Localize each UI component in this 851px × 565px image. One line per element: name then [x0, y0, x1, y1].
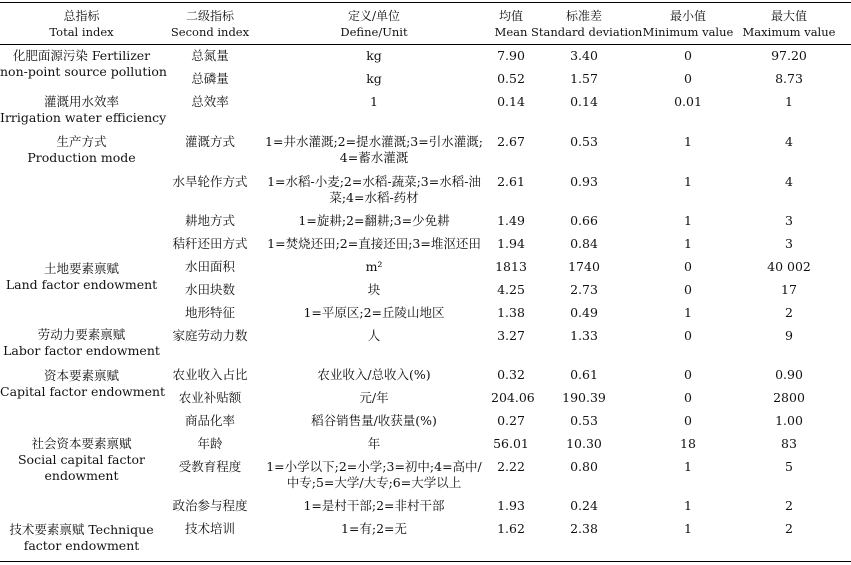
table-cell-text: 56.01 — [493, 436, 529, 451]
row-0-sd-cell — [531, 48, 637, 64]
row-13-max-cell — [739, 413, 839, 429]
row-2-max-cell — [739, 94, 839, 110]
table-cell-text: m² — [365, 259, 383, 274]
table-cell-text: 受教育程度 — [178, 459, 242, 474]
row-17-define-cell — [257, 521, 491, 537]
table-cell-text: 1 — [370, 94, 378, 109]
table-cell-text: 1=焚烧还田;2=直接还田;3=堆沤还田 — [267, 236, 481, 251]
row-9-sd-cell — [531, 305, 637, 321]
row-6-define-cell — [257, 236, 491, 252]
table-cell-text: 0 — [684, 71, 692, 86]
table-cell-text: 4 — [785, 174, 793, 189]
table-cell-text: 40 002 — [767, 259, 811, 274]
row-0-max-cell — [739, 48, 839, 64]
table-cell-text: 0 — [684, 390, 692, 405]
table-cell-text: 2 — [785, 498, 793, 513]
table-bottom-rule — [0, 561, 851, 562]
header-total-index — [0, 8, 163, 40]
header-min-zh: 最小值 — [669, 9, 706, 23]
table-cell-text: 1.57 — [570, 71, 598, 86]
table-cell-text: 3 — [785, 213, 793, 228]
row-3-second-cell — [163, 134, 257, 150]
group-irrigation-efficiency — [0, 94, 167, 126]
table-cell-text: 1 — [684, 134, 692, 149]
row-5-sd-cell — [531, 213, 637, 229]
row-14-min-cell — [637, 436, 739, 452]
row-8-max-cell — [739, 282, 839, 298]
header-define-zh: 定义/单位 — [347, 9, 401, 23]
table-cell-text: 0.49 — [570, 305, 598, 320]
table-cell-text: 0 — [684, 328, 692, 343]
group-land-endowment — [0, 261, 163, 293]
table-cell-text: 0.01 — [674, 94, 702, 109]
row-0-mean-cell — [491, 48, 531, 64]
table-cell-text: 块 — [367, 282, 381, 297]
header-define-unit — [257, 8, 491, 40]
row-1-sd-cell — [531, 71, 637, 87]
row-8-mean-cell — [491, 282, 531, 298]
row-5-define-cell — [257, 213, 491, 229]
header-sd-en: Standard deviation — [531, 25, 643, 39]
table-cell-text-line2: 4=蓄水灌溉 — [339, 150, 409, 165]
row-13-define-cell — [257, 413, 491, 429]
table-cell-text: 灌溉方式 — [184, 134, 235, 149]
table-cell-text: 政治参与程度 — [172, 498, 248, 513]
group-label-line: 土地要素禀赋 — [43, 261, 119, 276]
row-2-second-cell — [163, 94, 257, 110]
group-label-line: 生产方式 — [56, 134, 107, 149]
table-cell-text: 1=是村干部;2=非村干部 — [303, 498, 445, 513]
row-4-second-cell — [163, 174, 257, 190]
row-8-second-cell — [163, 282, 257, 298]
table-cell-text: 9 — [785, 328, 793, 343]
table-cell-text: 0.66 — [570, 213, 598, 228]
table-cell-text: 0 — [684, 48, 692, 63]
table-cell-text: 1.93 — [497, 498, 525, 513]
table-cell-text: 地形特征 — [184, 305, 235, 320]
row-17-min-cell — [637, 521, 739, 537]
table-cell-text: 2800 — [773, 390, 805, 405]
row-10-min-cell — [637, 328, 739, 344]
header-min-en: Minimum value — [642, 25, 734, 39]
table-cell-text: 元/年 — [359, 390, 389, 405]
table-cell-text: 稻谷销售量/收获量(%) — [311, 413, 437, 428]
row-14-max-cell — [739, 436, 839, 452]
header-max-en: Maximum value — [742, 25, 836, 39]
row-10-max-cell — [739, 328, 839, 344]
row-0-min-cell — [637, 48, 739, 64]
group-label-line: endowment — [44, 468, 119, 483]
table-cell-text: 水田块数 — [184, 282, 235, 297]
table-cell-text: 2 — [785, 521, 793, 536]
table-cell-text: 1=旋耕;2=翻耕;3=少免耕 — [298, 213, 450, 228]
group-label-line: Capital factor endowment — [0, 384, 166, 399]
table-cell-text: 2.61 — [497, 174, 525, 189]
row-16-mean-cell — [491, 498, 531, 514]
table-cell-text: 4.25 — [497, 282, 525, 297]
table-cell-text: 1.33 — [570, 328, 598, 343]
table-cell-text: 0.32 — [497, 367, 525, 382]
header-maximum-value — [739, 8, 839, 40]
row-13-sd-cell — [531, 413, 637, 429]
row-11-mean-cell — [491, 367, 531, 383]
row-12-max-cell — [739, 390, 839, 406]
row-14-second-cell — [163, 436, 257, 452]
table-cell-text: 0.93 — [570, 174, 598, 189]
row-14-define-cell — [257, 436, 491, 452]
header-sd-zh: 标准差 — [565, 9, 602, 23]
row-13-mean-cell — [491, 413, 531, 429]
row-8-define-cell — [257, 282, 491, 298]
table-cell-text: 0.61 — [570, 367, 598, 382]
header-second-zh: 二级指标 — [185, 9, 234, 23]
table-cell-text: 0.52 — [497, 71, 525, 86]
table-cell-text: 0.80 — [570, 459, 598, 474]
table-cell-text: 1=平原区;2=丘陵山地区 — [303, 305, 445, 320]
table-cell-text: 农业收入/总收入(%) — [317, 367, 431, 382]
row-13-second-cell — [163, 413, 257, 429]
row-6-second-cell — [163, 236, 257, 252]
row-6-sd-cell — [531, 236, 637, 252]
row-16-second-cell — [163, 498, 257, 514]
header-total-zh: 总指标 — [63, 9, 100, 23]
group-labor-endowment — [0, 327, 163, 359]
row-2-define-cell — [257, 94, 491, 110]
row-5-max-cell — [739, 213, 839, 229]
table-cell-text: 0.90 — [775, 367, 803, 382]
table-cell-text: 8.73 — [775, 71, 803, 86]
group-label-line: Land factor endowment — [5, 277, 158, 292]
row-12-min-cell — [637, 390, 739, 406]
table-cell-text: 18 — [680, 436, 696, 451]
table-cell-text: 97.20 — [771, 48, 807, 63]
table-cell-text: 1=井水灌溉;2=提水灌溉;3=引水灌溉; — [265, 134, 483, 149]
table-cell-text: 水旱轮作方式 — [172, 174, 248, 189]
table-cell-text: 1.62 — [497, 521, 525, 536]
row-6-min-cell — [637, 236, 739, 252]
row-12-second-cell — [163, 390, 257, 406]
row-9-min-cell — [637, 305, 739, 321]
row-4-min-cell — [637, 174, 739, 190]
table-cell-text: 1.38 — [497, 305, 525, 320]
row-1-min-cell — [637, 71, 739, 87]
row-2-mean-cell — [491, 94, 531, 110]
table-cell-text: 1 — [684, 236, 692, 251]
row-8-min-cell — [637, 282, 739, 298]
group-label-line: 灌溉用水效率 — [43, 94, 119, 109]
row-15-second-cell — [163, 459, 257, 475]
row-11-min-cell — [637, 367, 739, 383]
table-cell-text: 总氮量 — [191, 48, 229, 63]
header-mean-zh: 均值 — [498, 9, 523, 23]
row-14-sd-cell — [531, 436, 637, 452]
table-cell-text: 0.27 — [497, 413, 525, 428]
row-9-define-cell — [257, 305, 491, 321]
table-cell-text: 秸秆还田方式 — [172, 236, 248, 251]
table-cell-text: 0.53 — [570, 413, 598, 428]
header-mean-en: Mean — [494, 25, 528, 39]
table-cell-text: 1=水稻-小麦;2=水稻-蔬菜;3=水稻-油 — [267, 174, 481, 189]
row-5-second-cell — [163, 213, 257, 229]
row-1-second-cell — [163, 71, 257, 87]
table-cell-text: 2.67 — [497, 134, 525, 149]
table-cell-text: 耕地方式 — [184, 213, 235, 228]
table-cell-text: 1 — [684, 498, 692, 513]
table-cell-text: 0.14 — [570, 94, 598, 109]
row-2-sd-cell — [531, 94, 637, 110]
table-cell-text: kg — [366, 71, 382, 86]
row-15-max-cell — [739, 459, 839, 475]
group-label-line: Labor factor endowment — [3, 343, 160, 358]
row-10-define-cell — [257, 328, 491, 344]
group-fertilizer-pollution — [0, 48, 167, 80]
table-cell-text: 年龄 — [197, 436, 223, 451]
table-cell-text: 总效率 — [191, 94, 229, 109]
group-label-line: 资本要素禀赋 — [43, 368, 119, 383]
row-16-min-cell — [637, 498, 739, 514]
table-cell-text: 3.27 — [497, 328, 525, 343]
row-16-sd-cell — [531, 498, 637, 514]
row-4-max-cell — [739, 174, 839, 190]
header-max-zh: 最大值 — [770, 9, 807, 23]
table-cell-text: kg — [366, 48, 382, 63]
row-16-define-cell — [257, 498, 491, 514]
table-cell-text: 1.94 — [497, 236, 525, 251]
table-cell-text: 204.06 — [491, 390, 535, 405]
row-7-sd-cell — [531, 259, 637, 275]
header-total-en: Total index — [49, 25, 114, 39]
row-0-define-cell — [257, 48, 491, 64]
row-14-mean-cell — [491, 436, 531, 452]
row-3-max-cell — [739, 134, 839, 150]
row-2-min-cell — [637, 94, 739, 110]
group-social-capital-endowment — [0, 436, 163, 484]
row-9-mean-cell — [491, 305, 531, 321]
header-second-en: Second index — [170, 25, 250, 39]
row-11-sd-cell — [531, 367, 637, 383]
table-cell-text: 2.73 — [570, 282, 598, 297]
row-7-define-cell — [257, 259, 491, 275]
header-define-en: Define/Unit — [340, 25, 408, 39]
row-4-mean-cell — [491, 174, 531, 190]
table-cell-text: 10.30 — [566, 436, 602, 451]
group-label-line: 化肥面源污染 Fertilizer — [12, 48, 151, 63]
group-label-line: Production mode — [27, 150, 136, 165]
row-3-mean-cell — [491, 134, 531, 150]
table-cell-text-line2: 菜;4=水稻-药材 — [329, 190, 419, 205]
row-3-min-cell — [637, 134, 739, 150]
table-top-rule — [0, 2, 851, 3]
table-cell-text: 1=小学以下;2=小学;3=初中;4=高中/ — [266, 459, 482, 474]
table-cell-text: 17 — [781, 282, 797, 297]
row-10-sd-cell — [531, 328, 637, 344]
row-13-min-cell — [637, 413, 739, 429]
row-9-max-cell — [739, 305, 839, 321]
group-production-mode — [0, 134, 163, 166]
table-cell-text: 0.24 — [570, 498, 598, 513]
row-7-mean-cell — [491, 259, 531, 275]
row-12-mean-cell — [491, 390, 535, 406]
table-cell-text: 2.22 — [497, 459, 525, 474]
header-rule — [0, 44, 851, 45]
row-10-second-cell — [163, 328, 257, 344]
table-cell-text: 3.40 — [570, 48, 598, 63]
table-cell-text: 5 — [785, 459, 793, 474]
table-cell-text: 0.14 — [497, 94, 525, 109]
group-label-line: 社会资本要素禀赋 — [31, 436, 132, 451]
row-16-max-cell — [739, 498, 839, 514]
table-cell-text: 1 — [684, 459, 692, 474]
row-12-define-cell — [257, 390, 491, 406]
row-6-mean-cell — [491, 236, 531, 252]
group-label-line: Social capital factor — [17, 452, 145, 467]
row-4-define-cell — [257, 174, 491, 206]
row-15-mean-cell — [491, 459, 531, 475]
row-10-mean-cell — [491, 328, 531, 344]
table-cell-text: 人 — [367, 328, 381, 343]
group-label-line: 劳动力要素禀赋 — [37, 327, 126, 342]
table-cell-text: 1.00 — [775, 413, 803, 428]
table-cell-text: 1 — [785, 94, 793, 109]
row-8-sd-cell — [531, 282, 637, 298]
group-technique-endowment — [0, 522, 163, 554]
row-11-define-cell — [257, 367, 491, 383]
row-15-define-cell — [257, 459, 491, 491]
group-label-line: factor endowment — [23, 538, 140, 553]
group-label-line: Irrigation water efficiency — [0, 110, 167, 125]
table-cell-text: 0 — [684, 282, 692, 297]
table-cell-text: 0 — [684, 259, 692, 274]
row-17-sd-cell — [531, 521, 637, 537]
group-label-line: non-point source pollution — [0, 64, 167, 79]
row-17-mean-cell — [491, 521, 531, 537]
row-5-mean-cell — [491, 213, 531, 229]
table-cell-text: 总磷量 — [191, 71, 229, 86]
table-cell-text: 1 — [684, 521, 692, 536]
table-cell-text: 0 — [684, 413, 692, 428]
row-3-sd-cell — [531, 134, 637, 150]
row-11-max-cell — [739, 367, 839, 383]
row-4-sd-cell — [531, 174, 637, 190]
row-17-second-cell — [163, 521, 257, 537]
row-7-min-cell — [637, 259, 739, 275]
row-6-max-cell — [739, 236, 839, 252]
table-cell-text: 1 — [684, 174, 692, 189]
table-cell-text: 1740 — [568, 259, 600, 274]
group-capital-endowment — [0, 368, 166, 400]
row-7-max-cell — [739, 259, 839, 275]
table-cell-text: 1813 — [495, 259, 527, 274]
header-standard-deviation — [531, 8, 643, 40]
table-cell-text-line2: 中专;5=大学/大专;6=大学以上 — [286, 475, 462, 490]
table-cell-text: 4 — [785, 134, 793, 149]
table-cell-text: 水田面积 — [184, 259, 235, 274]
table-cell-text: 0.53 — [570, 134, 598, 149]
header-mean — [491, 8, 531, 40]
table-cell-text: 商品化率 — [184, 413, 235, 428]
header-minimum-value — [637, 8, 739, 40]
row-7-second-cell — [163, 259, 257, 275]
group-label-line: 技术要素禀赋 Technique — [9, 522, 154, 537]
table-cell-text: 1.49 — [497, 213, 525, 228]
table-cell-text: 农业收入占比 — [172, 367, 248, 382]
row-1-mean-cell — [491, 71, 531, 87]
header-second-index — [163, 8, 257, 40]
row-15-min-cell — [637, 459, 739, 475]
table-cell-text: 0 — [684, 367, 692, 382]
table-cell-text: 190.39 — [562, 390, 606, 405]
row-1-define-cell — [257, 71, 491, 87]
table-cell-text: 技术培训 — [184, 521, 235, 536]
row-9-second-cell — [163, 305, 257, 321]
table-cell-text: 家庭劳动力数 — [172, 328, 248, 343]
table-cell-text: 3 — [785, 236, 793, 251]
table-cell-text: 7.90 — [497, 48, 525, 63]
row-0-second-cell — [163, 48, 257, 64]
table-cell-text: 1 — [684, 213, 692, 228]
table-cell-text: 农业补贴额 — [178, 390, 242, 405]
table-cell-text: 2.38 — [570, 521, 598, 536]
table-cell-text: 83 — [781, 436, 797, 451]
table-cell-text: 年 — [367, 436, 381, 451]
row-12-sd-cell — [531, 390, 637, 406]
row-11-second-cell — [163, 367, 257, 383]
table-cell-text: 2 — [785, 305, 793, 320]
row-5-min-cell — [637, 213, 739, 229]
row-17-max-cell — [739, 521, 839, 537]
table-cell-text: 0.84 — [570, 236, 598, 251]
row-15-sd-cell — [531, 459, 637, 475]
table-cell-text: 1=有;2=无 — [340, 521, 408, 536]
row-3-define-cell — [257, 134, 491, 166]
row-1-max-cell — [739, 71, 839, 87]
table-cell-text: 1 — [684, 305, 692, 320]
